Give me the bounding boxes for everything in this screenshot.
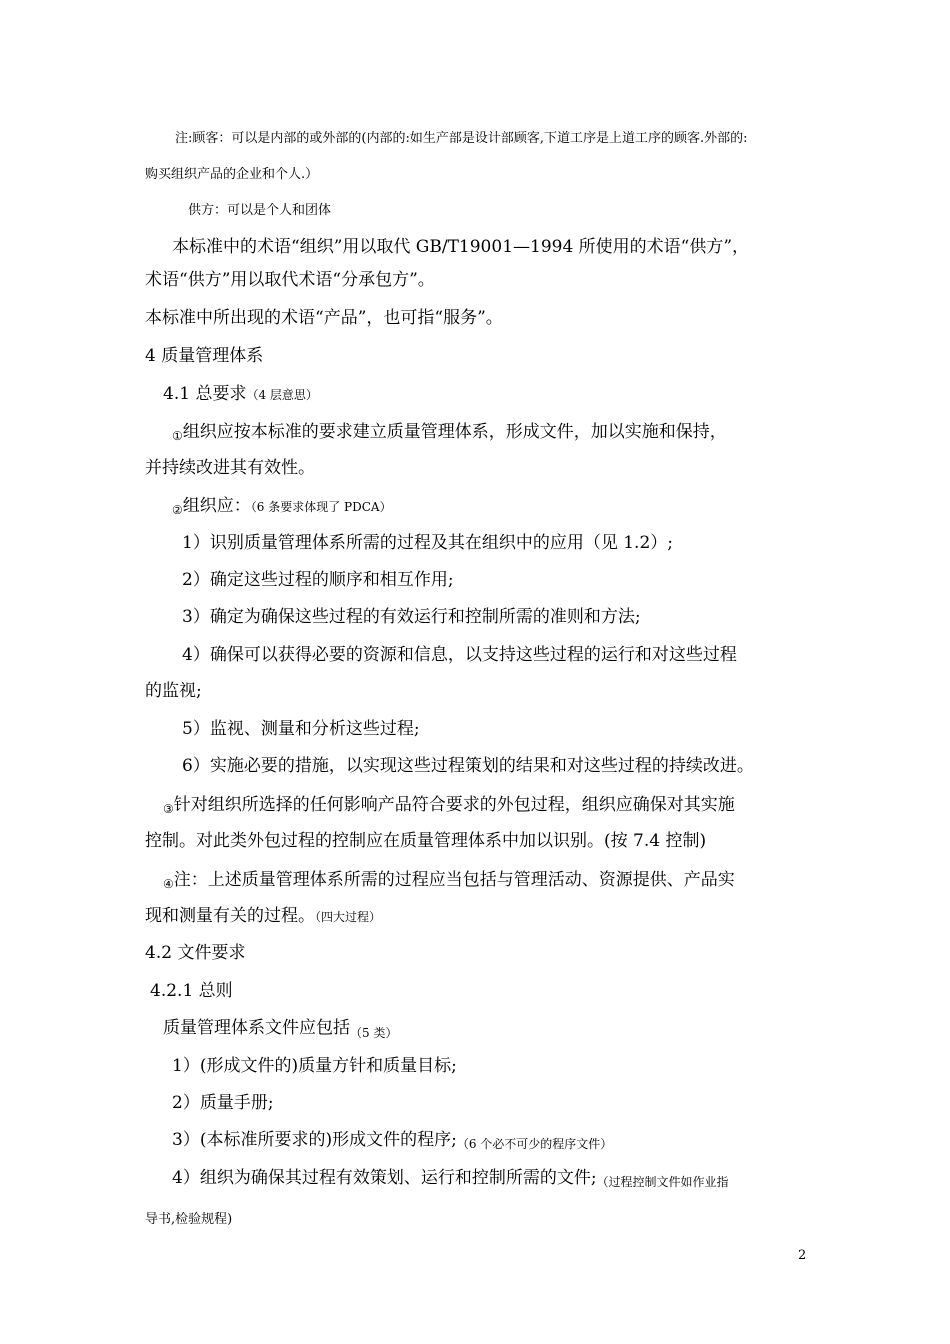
item-4-text2: 现和测量有关的过程。	[145, 906, 315, 926]
item-4-note: （四大过程）	[315, 910, 382, 924]
section-4-2-heading: 4.2 文件要求	[145, 943, 246, 963]
document-item-3	[172, 1128, 612, 1153]
item-1-line1	[172, 420, 727, 445]
item-3-line2: 控制。对此类外包过程的控制应在质量管理体系中加以识别。(按 7.4 控制)	[145, 831, 707, 851]
item-1-line2: 并持续改进其有效性。	[145, 458, 315, 478]
item-1-text: 组织应按本标准的要求建立质量管理体系，形成文件，加以实施和保持，	[182, 422, 727, 442]
page-number: 2	[798, 1248, 807, 1263]
requirement-6: 6）实施必要的措施，以实现这些过程策划的结果和对这些过程的持续改进。	[182, 756, 754, 776]
section-4-1-note: （4 层意思）	[246, 388, 318, 402]
requirement-2: 2）确定这些过程的顺序和相互作用;	[182, 570, 454, 590]
customer-note-line2: 购买组织产品的企业和个人.）	[145, 167, 319, 182]
item-4-text: 注：上述质量管理体系所需的过程应当包括与管理活动、资源提供、产品实	[173, 870, 735, 890]
terms-line1: 本标准中的术语“组织”用以取代 GB/T19001—1994 所使用的术语“供方”，	[172, 237, 750, 257]
item-1-marker: ①	[172, 429, 183, 443]
item-3-line1	[163, 793, 735, 818]
document-item-4	[172, 1166, 729, 1191]
item-4-marker: ④	[163, 877, 174, 891]
requirement-4-line1: 4）确保可以获得必要的资源和信息，以支持这些过程的运行和对这些过程	[182, 645, 737, 665]
item-4-line2	[145, 904, 381, 929]
document-item-3-note: （6 个必不可少的程序文件）	[456, 1137, 613, 1151]
section-4-1-title: 4.1 总要求	[163, 384, 247, 404]
terms-line3: 本标准中所出现的术语“产品”，也可指“服务”。	[145, 308, 503, 328]
section-4-heading: 4 质量管理体系	[145, 346, 264, 366]
item-2-marker: ②	[172, 503, 183, 517]
item-3-text: 针对组织所选择的任何影响产品符合要求的外包过程，组织应确保对其实施	[173, 795, 735, 815]
item-2-text: 组织应：	[182, 496, 251, 516]
item-3-marker: ③	[163, 802, 174, 816]
requirement-5: 5）监视、测量和分析这些过程;	[182, 719, 420, 739]
customer-note-line1: 注:顾客：可以是内部的或外部的(内部的:如生产部是设计部顾客,下道工序是上道工序的顾客.外部的:	[175, 131, 748, 146]
document-item-4-note-line2: 导书,检验规程)	[145, 1212, 233, 1227]
section-4-2-1-heading: 4.2.1 总则	[150, 981, 233, 1001]
terms-line2: 术语“供方”用以取代术语“分承包方”。	[145, 270, 435, 290]
requirement-4-line2: 的监视;	[145, 681, 202, 701]
documents-intro-text: 质量管理体系文件应包括	[163, 1018, 350, 1038]
requirement-3: 3）确定为确保这些过程的有效运行和控制所需的准则和方法;	[182, 607, 641, 627]
document-item-3-text: 3）(本标准所要求的)形成文件的程序;	[172, 1130, 457, 1150]
documents-intro	[163, 1016, 397, 1041]
section-4-1-heading	[163, 382, 318, 407]
item-2-line	[172, 494, 392, 519]
item-2-note: （6 条要求体现了 PDCA）	[250, 500, 392, 514]
item-4-line1	[163, 868, 735, 893]
document-item-4-note: （过程控制文件如作业指	[596, 1175, 729, 1189]
supplier-note: 供方：可以是个人和团体	[188, 203, 332, 218]
document-item-4-text: 4）组织为确保其过程有效策划、运行和控制所需的文件;	[172, 1168, 597, 1188]
document-item-1: 1）(形成文件的)质量方针和质量目标;	[172, 1056, 457, 1076]
document-item-2: 2）质量手册;	[172, 1093, 274, 1113]
documents-intro-note: （5 类）	[350, 1026, 398, 1040]
requirement-1: 1）识别质量管理体系所需的过程及其在组织中的应用（见 1.2）;	[182, 533, 673, 553]
